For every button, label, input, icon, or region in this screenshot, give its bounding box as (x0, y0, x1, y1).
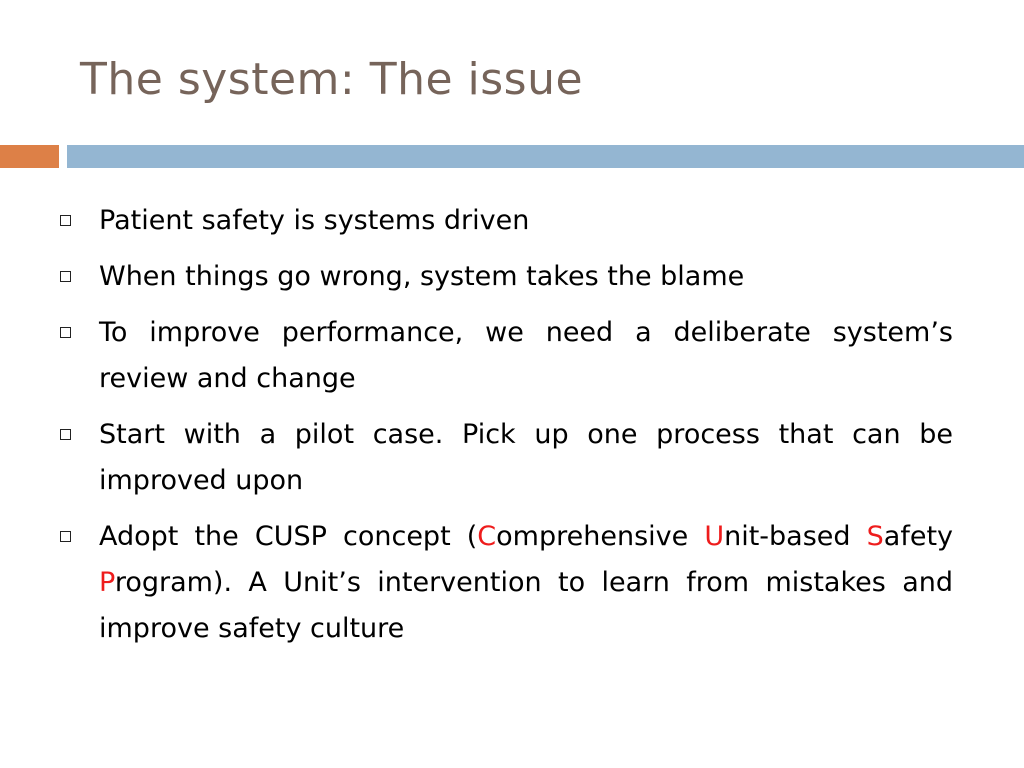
square-bullet-icon (60, 531, 71, 542)
bullet-text-segment: Adopt the CUSP concept ( (99, 521, 478, 552)
bullet-list (60, 198, 953, 662)
accent-bar-blue (67, 145, 1024, 168)
bullet-item (60, 198, 953, 244)
bullet-item (60, 310, 953, 402)
square-bullet-icon (60, 327, 71, 338)
square-bullet-icon (60, 271, 71, 282)
highlight-letter-u: U (704, 521, 725, 552)
bullet-text: To improve performance, we need a deliberate system’s review and change (99, 317, 953, 394)
bullet-text-segment: omprehensive (496, 521, 705, 552)
bullet-text-segment: afety (883, 521, 954, 552)
highlight-letter-c: C (477, 521, 497, 552)
bullet-item (60, 254, 953, 300)
square-bullet-icon (60, 429, 71, 440)
highlight-letter-p: P (99, 567, 115, 598)
bullet-text: Patient safety is systems driven (99, 205, 530, 236)
slide-title: The system: The issue (80, 54, 584, 105)
bullet-text: When things go wrong, system takes the blame (99, 261, 745, 292)
square-bullet-icon (60, 215, 71, 226)
bullet-item-cusp (60, 514, 953, 652)
bullet-item (60, 412, 953, 504)
bullet-text-segment: nit-based (724, 521, 867, 552)
accent-bar-orange (0, 145, 59, 168)
highlight-letter-s: S (866, 521, 884, 552)
bullet-text-segment: rogram). A Unit’s intervention to learn from mistakes and improve safety culture (99, 567, 953, 644)
bullet-text: Start with a pilot case. Pick up one process that can be improved upon (99, 419, 953, 496)
